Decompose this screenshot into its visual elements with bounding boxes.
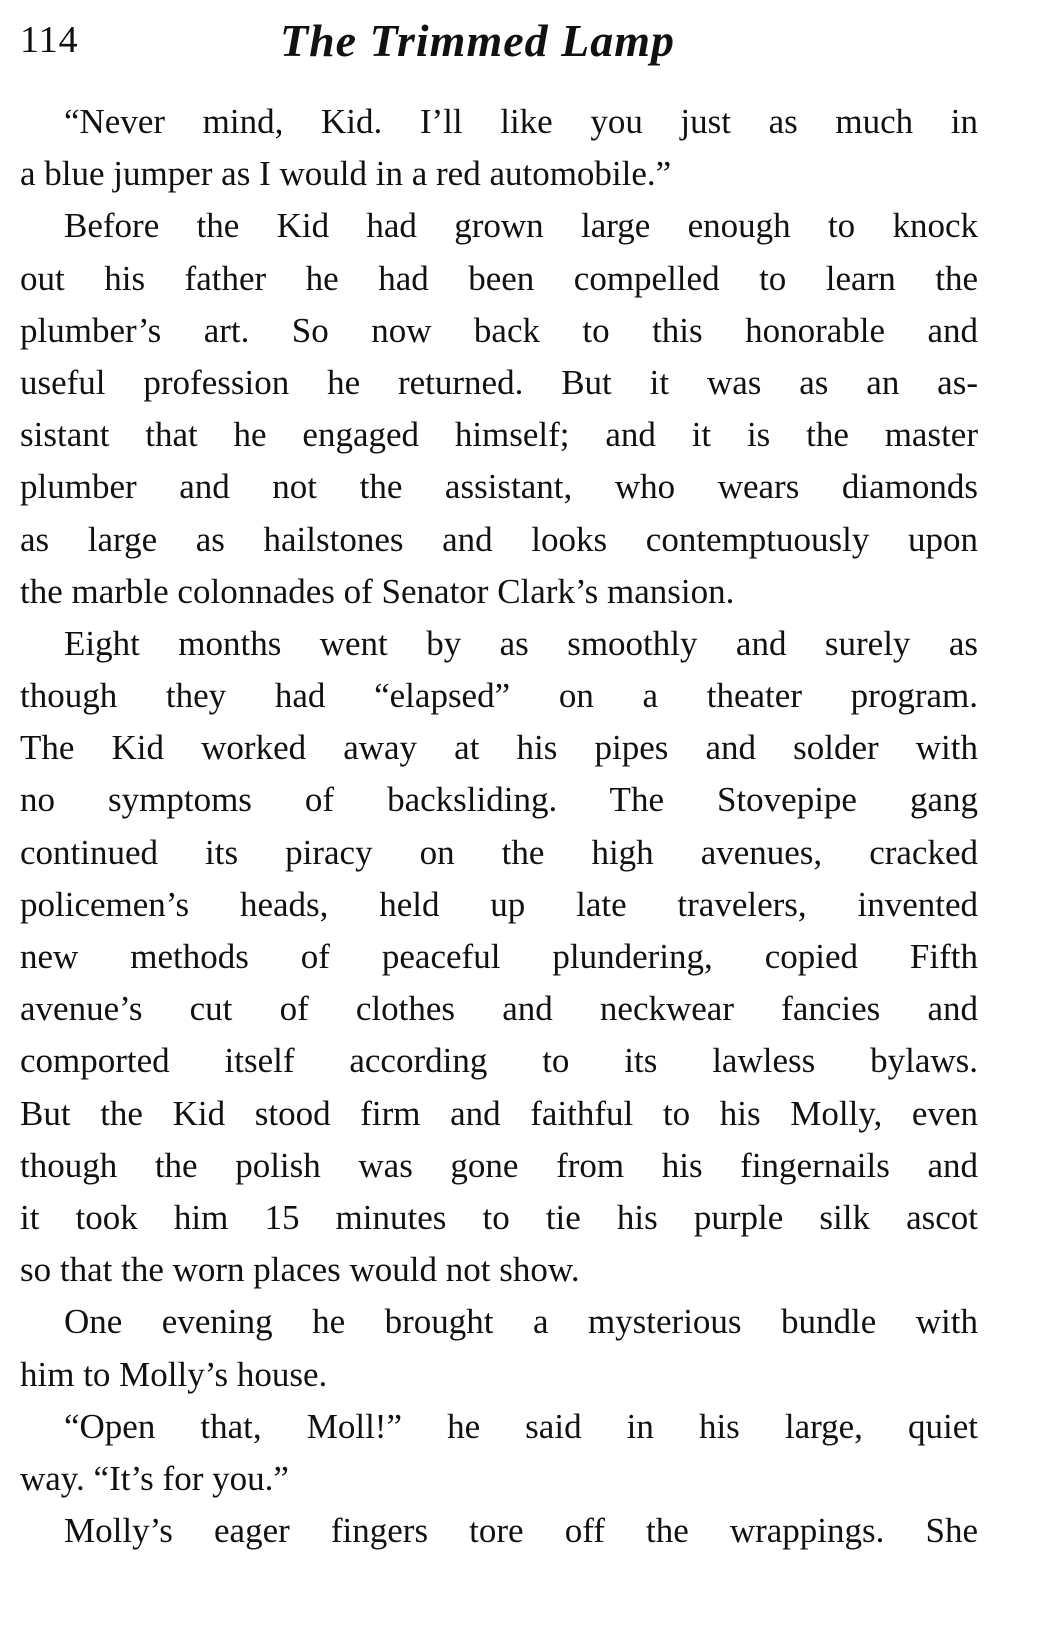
text-line: comported itself according to its lawless bylaws. (20, 1041, 978, 1081)
page-header (20, 12, 980, 72)
text-line: “Open that, Moll!” he said in his large, quiet (64, 1406, 978, 1446)
text-line: way. “It’s for you.” (20, 1458, 289, 1498)
text-line: a blue jumper as I would in a red automobile.” (20, 154, 672, 194)
text-line: it took him 15 minutes to tie his purple silk ascot (20, 1197, 978, 1237)
text-line: so that the worn places would not show. (20, 1250, 580, 1290)
text-line: though the polish was gone from his fingernails and (20, 1145, 978, 1185)
text-line: “Never mind, Kid. I’ll like you just as much in (64, 102, 978, 141)
body-text (20, 96, 978, 1557)
text-line: policemen’s heads, held up late travelers, invented (20, 884, 978, 924)
text-line: out his father he had been compelled to learn the (20, 258, 978, 298)
text-line: The Kid worked away at his pipes and solder with (20, 728, 978, 768)
text-line: Before the Kid had grown large enough to knock (64, 206, 978, 246)
text-line: But the Kid stood firm and faithful to his Molly, even (20, 1093, 978, 1133)
text-line: useful profession he returned. But it was as an as- (20, 362, 978, 402)
text-line: plumber and not the assistant, who wears diamonds (20, 467, 978, 507)
text-line: the marble colonnades of Senator Clark’s mansion. (20, 571, 735, 611)
page-number: 114 (20, 19, 79, 61)
text-line: avenue’s cut of clothes and neckwear fancies and (20, 989, 978, 1029)
text-line: One evening he brought a mysterious bundle with (64, 1302, 978, 1342)
text-line: plumber’s art. So now back to this honorable and (20, 310, 978, 350)
text-line: Molly’s eager fingers tore off the wrappings. She (64, 1511, 978, 1551)
text-line: new methods of peaceful plundering, copied Fifth (20, 937, 978, 976)
text-line: as large as hailstones and looks contemptuously upon (20, 519, 978, 559)
text-line: Eight months went by as smoothly and surely as (64, 623, 978, 663)
running-title: The Trimmed Lamp (280, 15, 676, 66)
text-line: though they had “elapsed” on a theater program. (20, 676, 978, 716)
text-line: no symptoms of backsliding. The Stovepipe gang (20, 780, 978, 820)
text-line: him to Molly’s house. (20, 1354, 328, 1394)
text-line: sistant that he engaged himself; and it is the master (20, 415, 978, 455)
text-line: continued its piracy on the high avenues, cracked (20, 832, 978, 872)
